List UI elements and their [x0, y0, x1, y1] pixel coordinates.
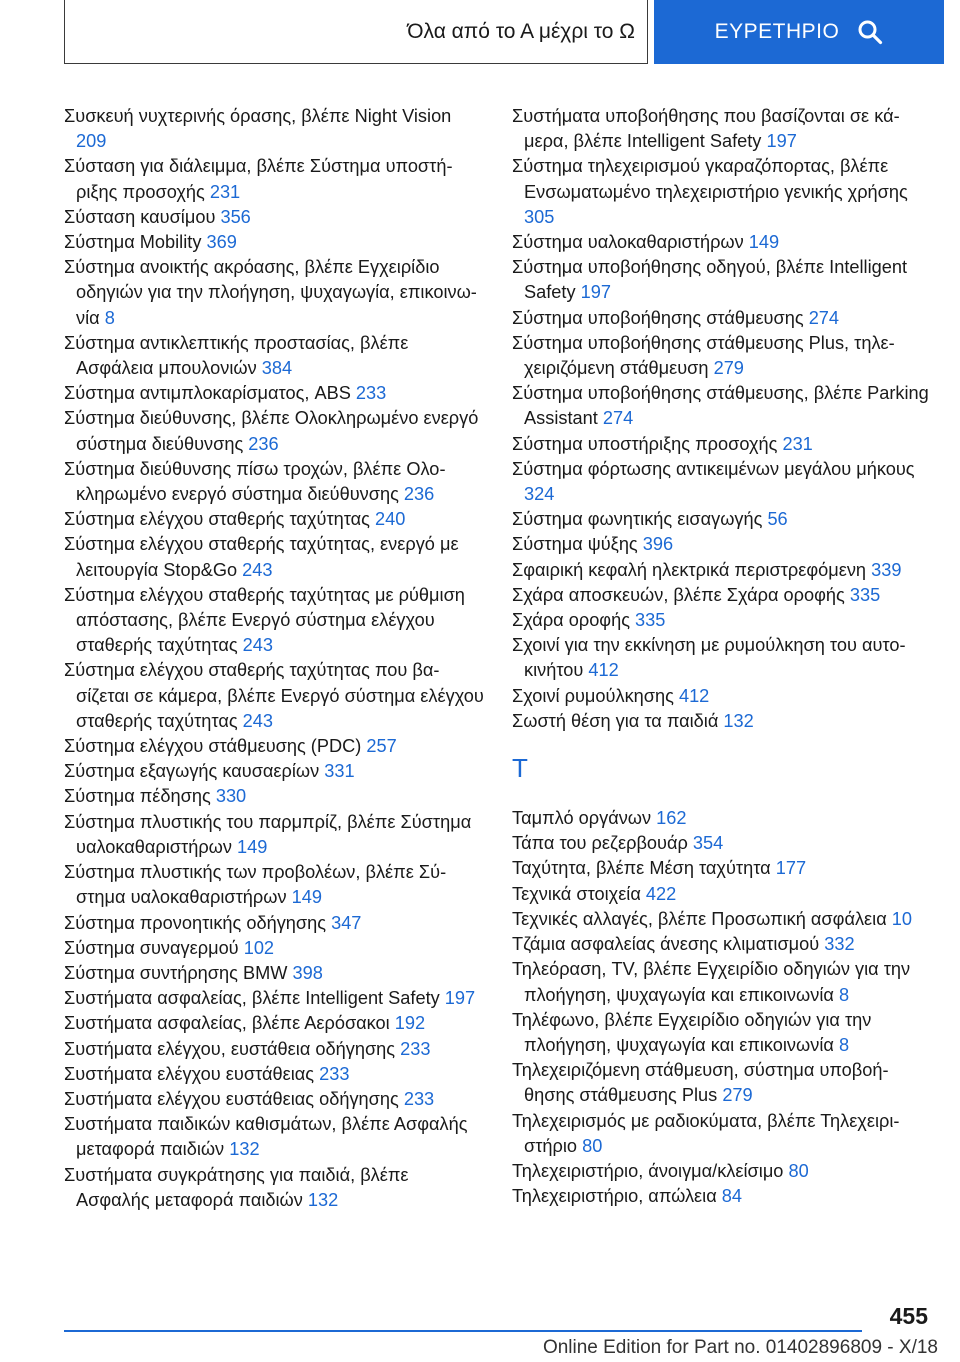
index-column-left — [64, 104, 484, 1213]
index-entry-text: Τζάμια ασφαλείας άνεσης κλιματισμού — [512, 934, 820, 955]
index-entry-text: Σύστημα φωνητικής εισαγωγής — [512, 509, 763, 530]
index-entry-text: Σύστημα προνοητικής οδήγησης — [64, 912, 327, 933]
index-entry-text: Σύστημα ανοικτής ακρόασης, βλέπε Εγχειρίδιο οδηγιών για την πλοήγηση, ψυχαγωγία, επικοινωνία — [64, 257, 477, 328]
index-entry — [512, 1159, 932, 1184]
index-entry — [512, 882, 932, 907]
index-entry-text: Σύστημα ελέγχου σταθερής ταχύτητας που βασίζεται σε κάμερα, βλέπε Ενεργό σύστημα ελέγχου σταθερής ταχύτητας — [64, 660, 484, 731]
index-entry-text: Σύστημα υποβοήθησης στάθμευσης Plus, τηλεχειριζόμενη στάθμευση — [512, 332, 895, 379]
index-entry — [64, 457, 484, 507]
index-entry-text: Τεχνικές αλλαγές, βλέπε Προσωπική ασφάλεια — [512, 908, 887, 929]
page-reference-link[interactable]: 274 — [602, 408, 634, 429]
index-entry — [64, 1037, 484, 1062]
index-entry — [64, 986, 484, 1011]
page-reference-link[interactable]: 233 — [400, 1038, 431, 1059]
page-reference-link[interactable]: 324 — [524, 484, 555, 505]
index-entry-text: Σύστημα Mobility — [64, 232, 202, 253]
index-entry — [512, 709, 932, 734]
index-entry-text: Σύστημα υποβοήθησης οδηγού, βλέπε Intelligent Safety — [512, 257, 908, 303]
index-entry — [512, 583, 932, 608]
index-tab[interactable] — [64, 0, 648, 64]
page-reference-link[interactable]: 149 — [748, 232, 780, 253]
index-entry-text: Ταχύτητα, βλέπε Μέση ταχύτητα — [512, 858, 771, 879]
index-group-tau — [512, 806, 932, 1209]
index-entry — [512, 932, 932, 957]
index-entry — [64, 759, 484, 784]
index-entry-text: Τηλεχειριστήριο, απώλεια — [512, 1186, 717, 1207]
index-entry — [64, 961, 484, 986]
page-reference-link[interactable]: 236 — [403, 484, 435, 505]
index-entry-text: Σύστημα διεύθυνσης, βλέπε Ολοκληρωμένο ενεργό σύστημα διεύθυνσης — [64, 408, 479, 454]
index-entry — [64, 734, 484, 759]
index-entry-text: Σύστημα πλυστικής του παρμπρίζ, βλέπε Σύστημα υαλοκαθαριστήρων — [64, 811, 472, 857]
page-reference-link[interactable]: 330 — [215, 786, 247, 807]
page-reference-link[interactable]: 412 — [588, 660, 619, 681]
index-entry-text: Σύστημα υαλοκαθαριστήρων — [512, 232, 744, 253]
page-reference-link[interactable]: 332 — [824, 934, 855, 955]
index-entry-text: Σύστημα διεύθυνσης πίσω τροχών, βλέπε Ολοκληρωμένο ενεργό σύστημα διεύθυνσης — [64, 458, 446, 505]
page-reference-link[interactable]: 279 — [722, 1085, 753, 1106]
index-entry — [64, 154, 484, 204]
index-entry-text: Σύστημα εξαγωγής καυσαερίων — [64, 761, 320, 782]
page-reference-link[interactable]: 197 — [766, 131, 797, 152]
index-entry — [512, 1184, 932, 1209]
page-reference-link[interactable]: 132 — [229, 1139, 260, 1160]
search-index-tab[interactable] — [654, 0, 944, 64]
index-entry — [64, 230, 484, 255]
page-reference-link[interactable]: 8 — [104, 307, 115, 328]
index-entry-text: Συσκευή νυχτερινής όρασης, βλέπε Night Vision — [64, 106, 452, 126]
index-entry-text: Σύστημα ελέγχου σταθερής ταχύτητας — [64, 509, 370, 530]
page-reference-link[interactable]: 197 — [580, 282, 611, 303]
index-entry — [64, 1011, 484, 1036]
index-entry-text: Συστήματα συγκράτησης για παιδιά, βλέπε Ασφαλής μεταφορά παιδιών — [64, 1164, 409, 1210]
index-entry — [512, 633, 932, 683]
index-entry-text: Σφαιρική κεφαλή ηλεκτρικά περιστρεφόμενη — [512, 559, 867, 580]
index-entry-text: Σύστημα υποβοήθησης στάθμευσης — [512, 307, 804, 328]
page-reference-link[interactable]: 384 — [261, 358, 293, 379]
index-entry — [64, 381, 484, 406]
page-reference-link[interactable]: 422 — [645, 883, 677, 904]
page-reference-link[interactable]: 243 — [242, 635, 274, 656]
page-reference-link[interactable]: 233 — [355, 383, 387, 404]
index-entry-text: Σύσταση καυσίμου — [64, 206, 216, 227]
page-reference-link[interactable]: 240 — [375, 509, 406, 530]
page-reference-link[interactable]: 354 — [692, 833, 724, 854]
section-letter: T — [512, 753, 528, 784]
index-entry — [64, 104, 484, 154]
index-entry — [64, 658, 484, 734]
index-entry-text: Σύστημα υποβοήθησης στάθμευσης, βλέπε Parking Assistant — [512, 383, 929, 429]
page-reference-link[interactable]: 8 — [838, 1034, 850, 1055]
index-entry — [512, 457, 932, 507]
index-entry-text: Σύστημα ελέγχου σταθερής ταχύτητας, ενεργό με λειτουργία Stop&Go — [64, 534, 459, 580]
page-reference-link[interactable]: 231 — [782, 433, 813, 454]
page-reference-link[interactable]: 412 — [678, 685, 710, 706]
page-reference-link[interactable]: 356 — [220, 206, 251, 227]
index-entry-text: Σχάρα οροφής — [512, 610, 630, 631]
page-reference-link[interactable]: 305 — [524, 206, 555, 227]
page-reference-link[interactable]: 102 — [243, 937, 275, 958]
index-entry-text: Ταμπλό οργάνων — [512, 808, 652, 829]
index-entry — [64, 255, 484, 331]
page-reference-link[interactable]: 335 — [635, 610, 666, 631]
index-entry — [64, 1112, 484, 1162]
page-reference-link[interactable]: 331 — [324, 761, 355, 782]
index-entry-text: Συστήματα ασφαλείας, βλέπε Intelligent Safety — [64, 988, 440, 1009]
index-entry — [512, 104, 932, 154]
page-reference-link[interactable]: 84 — [721, 1186, 743, 1207]
index-entry — [64, 860, 484, 910]
index-entry — [512, 684, 932, 709]
index-entry-text: Σύσταση για διάλειμμα, βλέπε Σύστημα υποστήριξης προσοχής — [64, 156, 453, 202]
index-entry — [512, 331, 932, 381]
index-entry-text: Σωστή θέση για τα παιδιά — [512, 710, 719, 731]
index-entry-text: Τηλέφωνο, βλέπε Εγχειρίδιο οδηγιών για την πλοήγηση, ψυχαγωγία και επικοινωνία — [512, 1009, 872, 1055]
page-reference-link[interactable]: 279 — [713, 358, 744, 379]
page-reference-link[interactable]: 236 — [248, 433, 279, 454]
page-reference-link[interactable]: 197 — [444, 988, 476, 1009]
edition-text: Online Edition for Part no. 01402896809 - X/18 — [542, 1337, 938, 1358]
index-entry — [512, 230, 932, 255]
index-entry-text: Συστήματα υποβοήθησης που βασίζονται σε κάμερα, βλέπε Intelligent Safety — [512, 106, 900, 152]
index-entry — [512, 957, 932, 1007]
index-entry-text: Σύστημα ελέγχου στάθμευσης (PDC) — [64, 736, 362, 757]
page-reference-link[interactable]: 339 — [871, 559, 902, 580]
index-entry-text: Σύστημα ελέγχου σταθερής ταχύτητας με ρύθμιση απόστασης, βλέπε Ενεργό σύστημα ελέγχου σταθερής ταχύτητας — [64, 584, 465, 656]
index-entry — [512, 856, 932, 881]
index-entry — [64, 1163, 484, 1213]
page-reference-link[interactable]: 132 — [307, 1189, 339, 1210]
page-reference-link[interactable]: 149 — [237, 836, 268, 857]
index-entry — [64, 532, 484, 582]
search-tab-label: ΕΥΡΕΤΗΡΙΟ — [714, 20, 840, 43]
search-icon — [857, 19, 883, 45]
index-entry-text: Σύστημα φόρτωσης αντικειμένων μεγάλου μήκους — [512, 458, 915, 479]
index-entry-text: Συστήματα παιδικών καθισμάτων, βλέπε Ασφαλής μεταφορά παιδιών — [64, 1114, 468, 1160]
index-entry-text: Σύστημα υποστήριξης προσοχής — [512, 433, 778, 454]
index-entry-text: Τηλεόραση, TV, βλέπε Εγχειρίδιο οδηγιών για την πλοήγηση, ψυχαγωγία και επικοινωνία — [512, 959, 911, 1005]
index-entry — [512, 608, 932, 633]
index-entry-text: Συστήματα ασφαλείας, βλέπε Αερόσακοι — [64, 1013, 390, 1034]
page-reference-link[interactable]: 243 — [242, 559, 273, 580]
index-entry-text: Τηλεχειριστήριο, άνοιγμα/κλείσιμο — [512, 1160, 784, 1181]
page-reference-link[interactable]: 369 — [206, 232, 237, 253]
index-entry-text: Τηλεχειρισμός με ραδιοκύματα, βλέπε Τηλεχειριστήριο — [512, 1110, 900, 1156]
index-entry — [64, 406, 484, 456]
page-reference-link[interactable]: 162 — [656, 808, 687, 829]
index-entry — [512, 907, 932, 932]
page-reference-link[interactable]: 149 — [291, 887, 322, 908]
index-entry-text: Σύστημα συναγερμού — [64, 937, 239, 958]
page-reference-link[interactable]: 80 — [788, 1160, 809, 1181]
page-reference-link[interactable]: 80 — [582, 1135, 603, 1156]
index-entry — [64, 936, 484, 961]
page-reference-link[interactable]: 233 — [403, 1088, 435, 1109]
page-reference-link[interactable]: 192 — [394, 1013, 426, 1034]
index-entry — [512, 806, 932, 831]
index-entry — [512, 532, 932, 557]
index-entry — [512, 154, 932, 230]
index-entry — [512, 255, 932, 305]
index-entry-text: Σύστημα πέδησης — [64, 786, 211, 807]
index-entry — [512, 381, 932, 431]
index-entry — [64, 784, 484, 809]
footer-divider — [64, 1330, 862, 1332]
index-entry — [512, 432, 932, 457]
index-tab-label: Όλα από το Α μέχρι το Ω — [407, 19, 635, 43]
index-column-right — [512, 104, 932, 1209]
index-entry — [64, 331, 484, 381]
index-entry-text: Σχοινί για την εκκίνηση με ρυμούλκηση του αυτοκινήτου — [512, 635, 906, 681]
index-group-sigma — [512, 104, 932, 734]
index-entry-text: Σχοινί ρυμούλκησης — [512, 685, 674, 706]
index-entry-text: Σύστημα πλυστικής των προβολέων, βλέπε Σύστημα υαλοκαθαριστήρων — [64, 862, 447, 908]
index-entry — [512, 1008, 932, 1058]
index-entry-text: Σύστημα συντήρησης BMW — [64, 962, 288, 983]
index-entry-text: Σύστημα ψύξης — [512, 534, 638, 555]
page-reference-link[interactable]: 209 — [76, 131, 107, 152]
index-entry-text: Συστήματα ελέγχου ευστάθειας οδήγησης — [64, 1088, 399, 1109]
index-entry — [512, 558, 932, 583]
page-reference-link[interactable]: 10 — [891, 908, 913, 929]
index-entry — [512, 1109, 932, 1159]
page-reference-link[interactable]: 132 — [723, 710, 754, 731]
index-entry-text: Σύστημα αντιμπλοκαρίσματος, ABS — [64, 383, 351, 404]
page-reference-link[interactable]: 257 — [366, 736, 397, 757]
index-entry — [64, 810, 484, 860]
index-entry-text: Συστήματα ελέγχου ευστάθειας — [64, 1063, 315, 1084]
index-entry — [64, 1087, 484, 1112]
page-reference-link[interactable]: 347 — [331, 912, 362, 933]
index-entry-text: Σύστημα αντικλεπτικής προστασίας, βλέπε Ασφάλεια μπουλονιών — [64, 332, 409, 379]
page-reference-link[interactable]: 177 — [775, 858, 807, 879]
page-reference-link[interactable]: 231 — [209, 181, 241, 202]
index-entry — [512, 306, 932, 331]
index-entry — [64, 1062, 484, 1087]
index-entry-text: Σύστημα τηλεχειρισμού γκαραζόπορτας, βλέπε Ενσωματωμένο τηλεχειριστήριο γενικής χρήσης — [512, 156, 908, 202]
index-entry-text: Τεχνικά στοιχεία — [512, 883, 641, 904]
index-entry-text: Τηλεχειριζόμενη στάθμευση, σύστημα υποβοήθησης στάθμευσης Plus — [512, 1060, 889, 1106]
page-reference-link[interactable]: 243 — [242, 710, 274, 731]
page-reference-link[interactable]: 56 — [767, 509, 788, 530]
index-entry — [512, 831, 932, 856]
index-entry — [64, 205, 484, 230]
index-entry-text: Τάπα του ρεζερβουάρ — [512, 833, 688, 854]
index-entry — [512, 1058, 932, 1108]
page-reference-link[interactable]: 8 — [838, 984, 850, 1005]
index-entry — [64, 911, 484, 936]
page-number: 455 — [889, 1303, 928, 1329]
page-reference-link[interactable]: 396 — [642, 534, 674, 555]
page-reference-link[interactable]: 233 — [319, 1063, 350, 1084]
index-entry — [512, 507, 932, 532]
page-reference-link[interactable]: 398 — [292, 962, 323, 983]
page-reference-link[interactable]: 274 — [808, 307, 840, 328]
index-entry — [64, 583, 484, 659]
index-entry-text: Σχάρα αποσκευών, βλέπε Σχάρα οροφής — [512, 584, 845, 605]
index-entry — [64, 507, 484, 532]
index-entry-text: Συστήματα ελέγχου, ευστάθεια οδήγησης — [64, 1038, 396, 1059]
page-reference-link[interactable]: 335 — [849, 584, 881, 605]
